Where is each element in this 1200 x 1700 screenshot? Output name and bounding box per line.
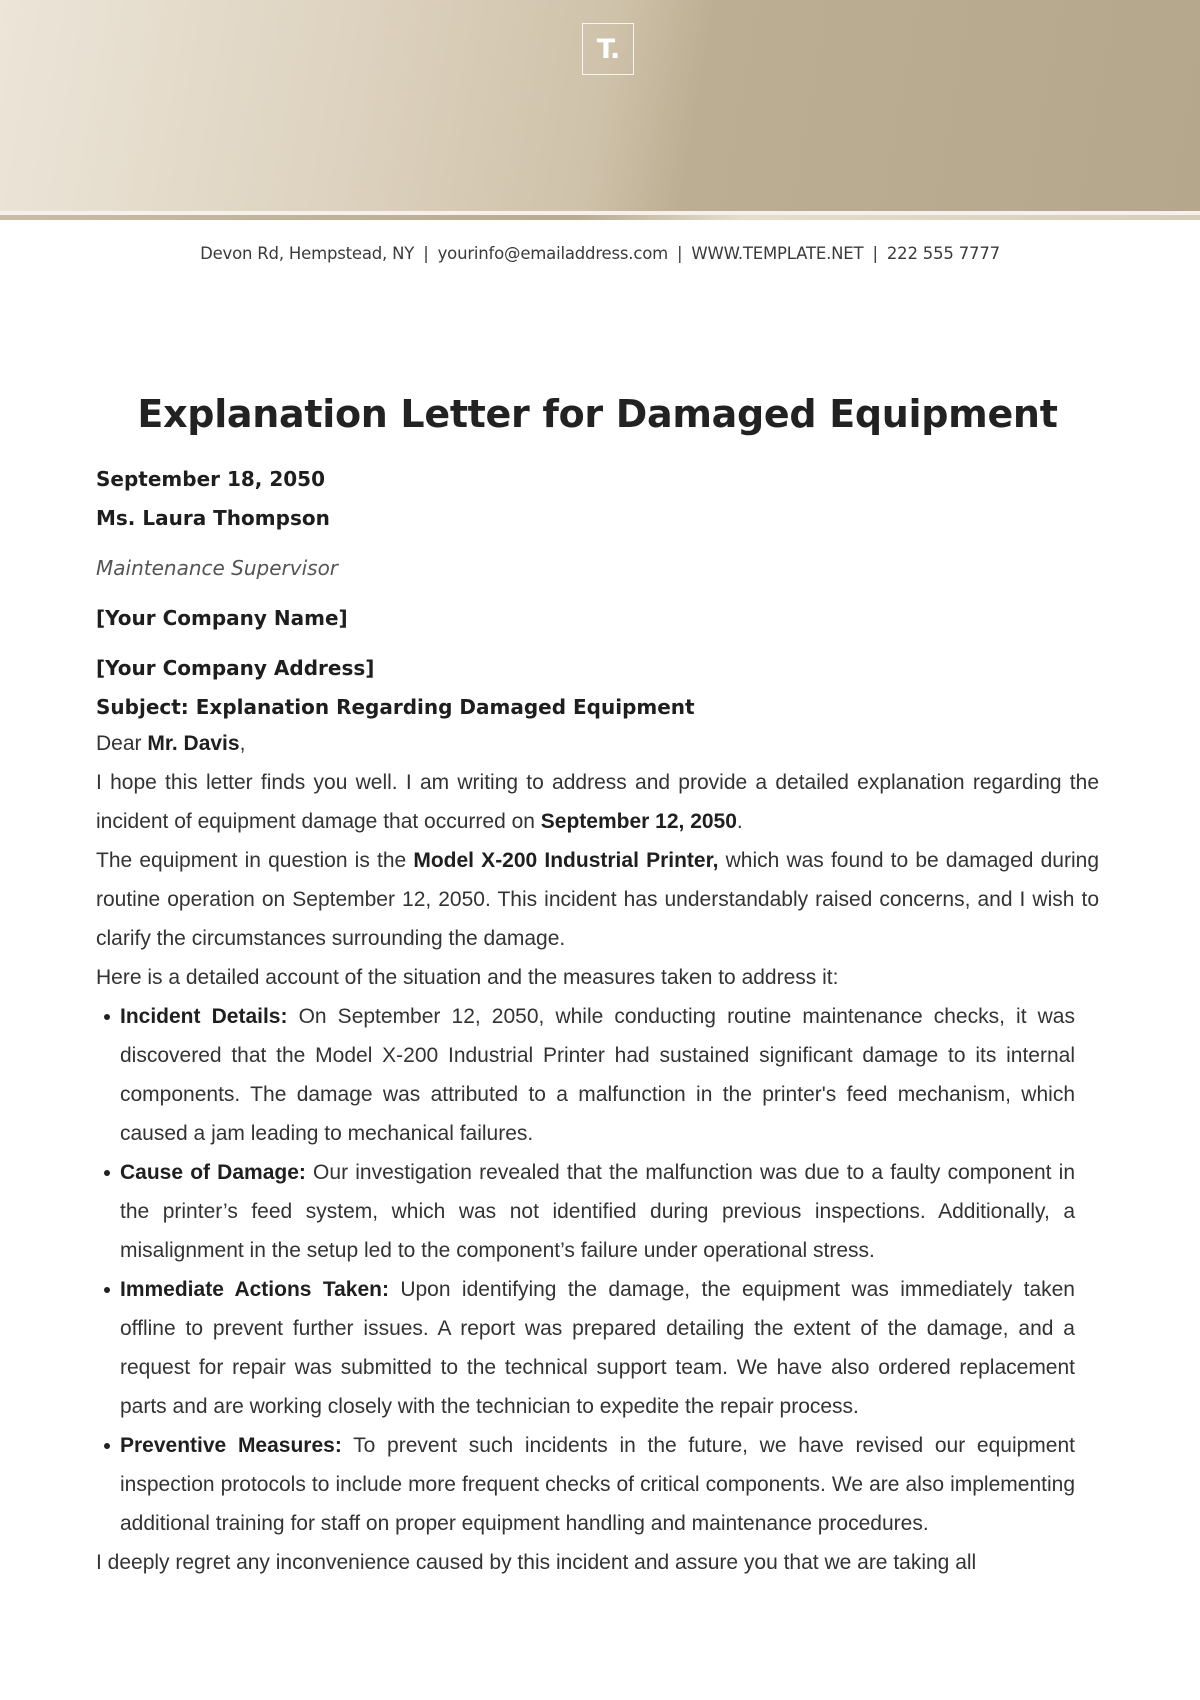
letter-body [96, 390, 1099, 1582]
equipment-after: which was found to be damaged during routine operation on September 12, 2050. This incident has understandably raised concerns, and I wish to clarify the circumstances surrounding the damage. [96, 849, 1099, 950]
salutation [96, 724, 1099, 763]
recipient-title: Maintenance Supervisor [96, 556, 339, 580]
list-item-text: To prevent such incidents in the future, we have revised our equipment inspection protocols to include more frequent checks of critical components. We are also implementing additional training for staff on proper equipment handling and maintenance procedures. [120, 1434, 1075, 1535]
list-item-label: Incident Details: [120, 1005, 288, 1028]
intro-date: September 12, 2050 [540, 810, 737, 833]
salutation-name: Mr. Davis [147, 732, 240, 755]
header-banner [0, 0, 1200, 215]
bullet-icon [104, 1170, 110, 1176]
recipient-name: Ms. Laura Thompson [96, 506, 330, 530]
contact-info [0, 244, 1200, 263]
header-divider-line [0, 215, 1200, 220]
letter-title: Explanation Letter for Damaged Equipment [137, 392, 1058, 436]
list-item [96, 997, 1099, 1153]
salutation-prefix: Dear [96, 732, 148, 755]
contact-address: Devon Rd, Hempstead, NY [200, 244, 415, 263]
company-logo [582, 23, 634, 75]
list-item-text: Our investigation revealed that the malfunction was due to a faulty component in the printer’s feed system, which was not identified during previous inspections. Additionally, a misalignment in the setup led to the component’s failure under operational stress. [120, 1161, 1075, 1262]
contact-separator: | [423, 244, 429, 263]
closing-paragraph: I deeply regret any inconvenience caused by this incident and assure you that we are taking all [96, 1551, 977, 1574]
list-item-label: Cause of Damage: [120, 1161, 306, 1184]
contact-website: WWW.TEMPLATE.NET [691, 244, 864, 263]
intro-paragraph [96, 763, 1099, 841]
list-item-label: Immediate Actions Taken: [120, 1278, 389, 1301]
bullet-icon [104, 1443, 110, 1449]
letter-date: September 18, 2050 [96, 467, 326, 491]
list-item-label: Preventive Measures: [120, 1434, 342, 1457]
bullet-icon [104, 1014, 110, 1020]
equipment-before: The equipment in question is the [96, 849, 414, 872]
intro-end: . [736, 810, 743, 833]
details-list [96, 997, 1099, 1543]
letter-subject: Subject: Explanation Regarding Damaged Equipment [96, 695, 695, 719]
list-item [96, 1153, 1099, 1270]
equipment-model: Model X-200 Industrial Printer, [413, 849, 719, 872]
bullet-icon [104, 1287, 110, 1293]
company-name: [Your Company Name] [96, 606, 348, 630]
contact-separator: | [677, 244, 683, 263]
contact-separator: | [872, 244, 878, 263]
salutation-suffix: , [239, 732, 246, 755]
account-intro: Here is a detailed account of the situation and the measures taken to address it: [96, 966, 839, 989]
list-item [96, 1426, 1099, 1543]
company-address: [Your Company Address] [96, 656, 375, 680]
contact-email: yourinfo@emailaddress.com [437, 244, 668, 263]
contact-phone: 222 555 7777 [886, 244, 1000, 263]
list-item-text: On September 12, 2050, while conducting routine maintenance checks, it was discovered that the Model X-200 Industrial Printer had sustained significant damage to its internal components. The damage was attributed to a malfunction in the printer's feed mechanism, which caused a jam leading to mechanical failures. [120, 1005, 1075, 1145]
list-item [96, 1270, 1099, 1426]
intro-text: I hope this letter finds you well. I am writing to address and provide a detailed explanation regarding the incident of equipment damage that occurred on [96, 771, 1099, 833]
logo-text: T. [596, 33, 620, 65]
equipment-paragraph [96, 841, 1099, 958]
list-item-text: Upon identifying the damage, the equipment was immediately taken offline to prevent further issues. A report was prepared detailing the extent of the damage, and a request for repair was submitted to the technical support team. We have also ordered replacement parts and are working closely with the technician to expedite the repair process. [120, 1278, 1075, 1418]
